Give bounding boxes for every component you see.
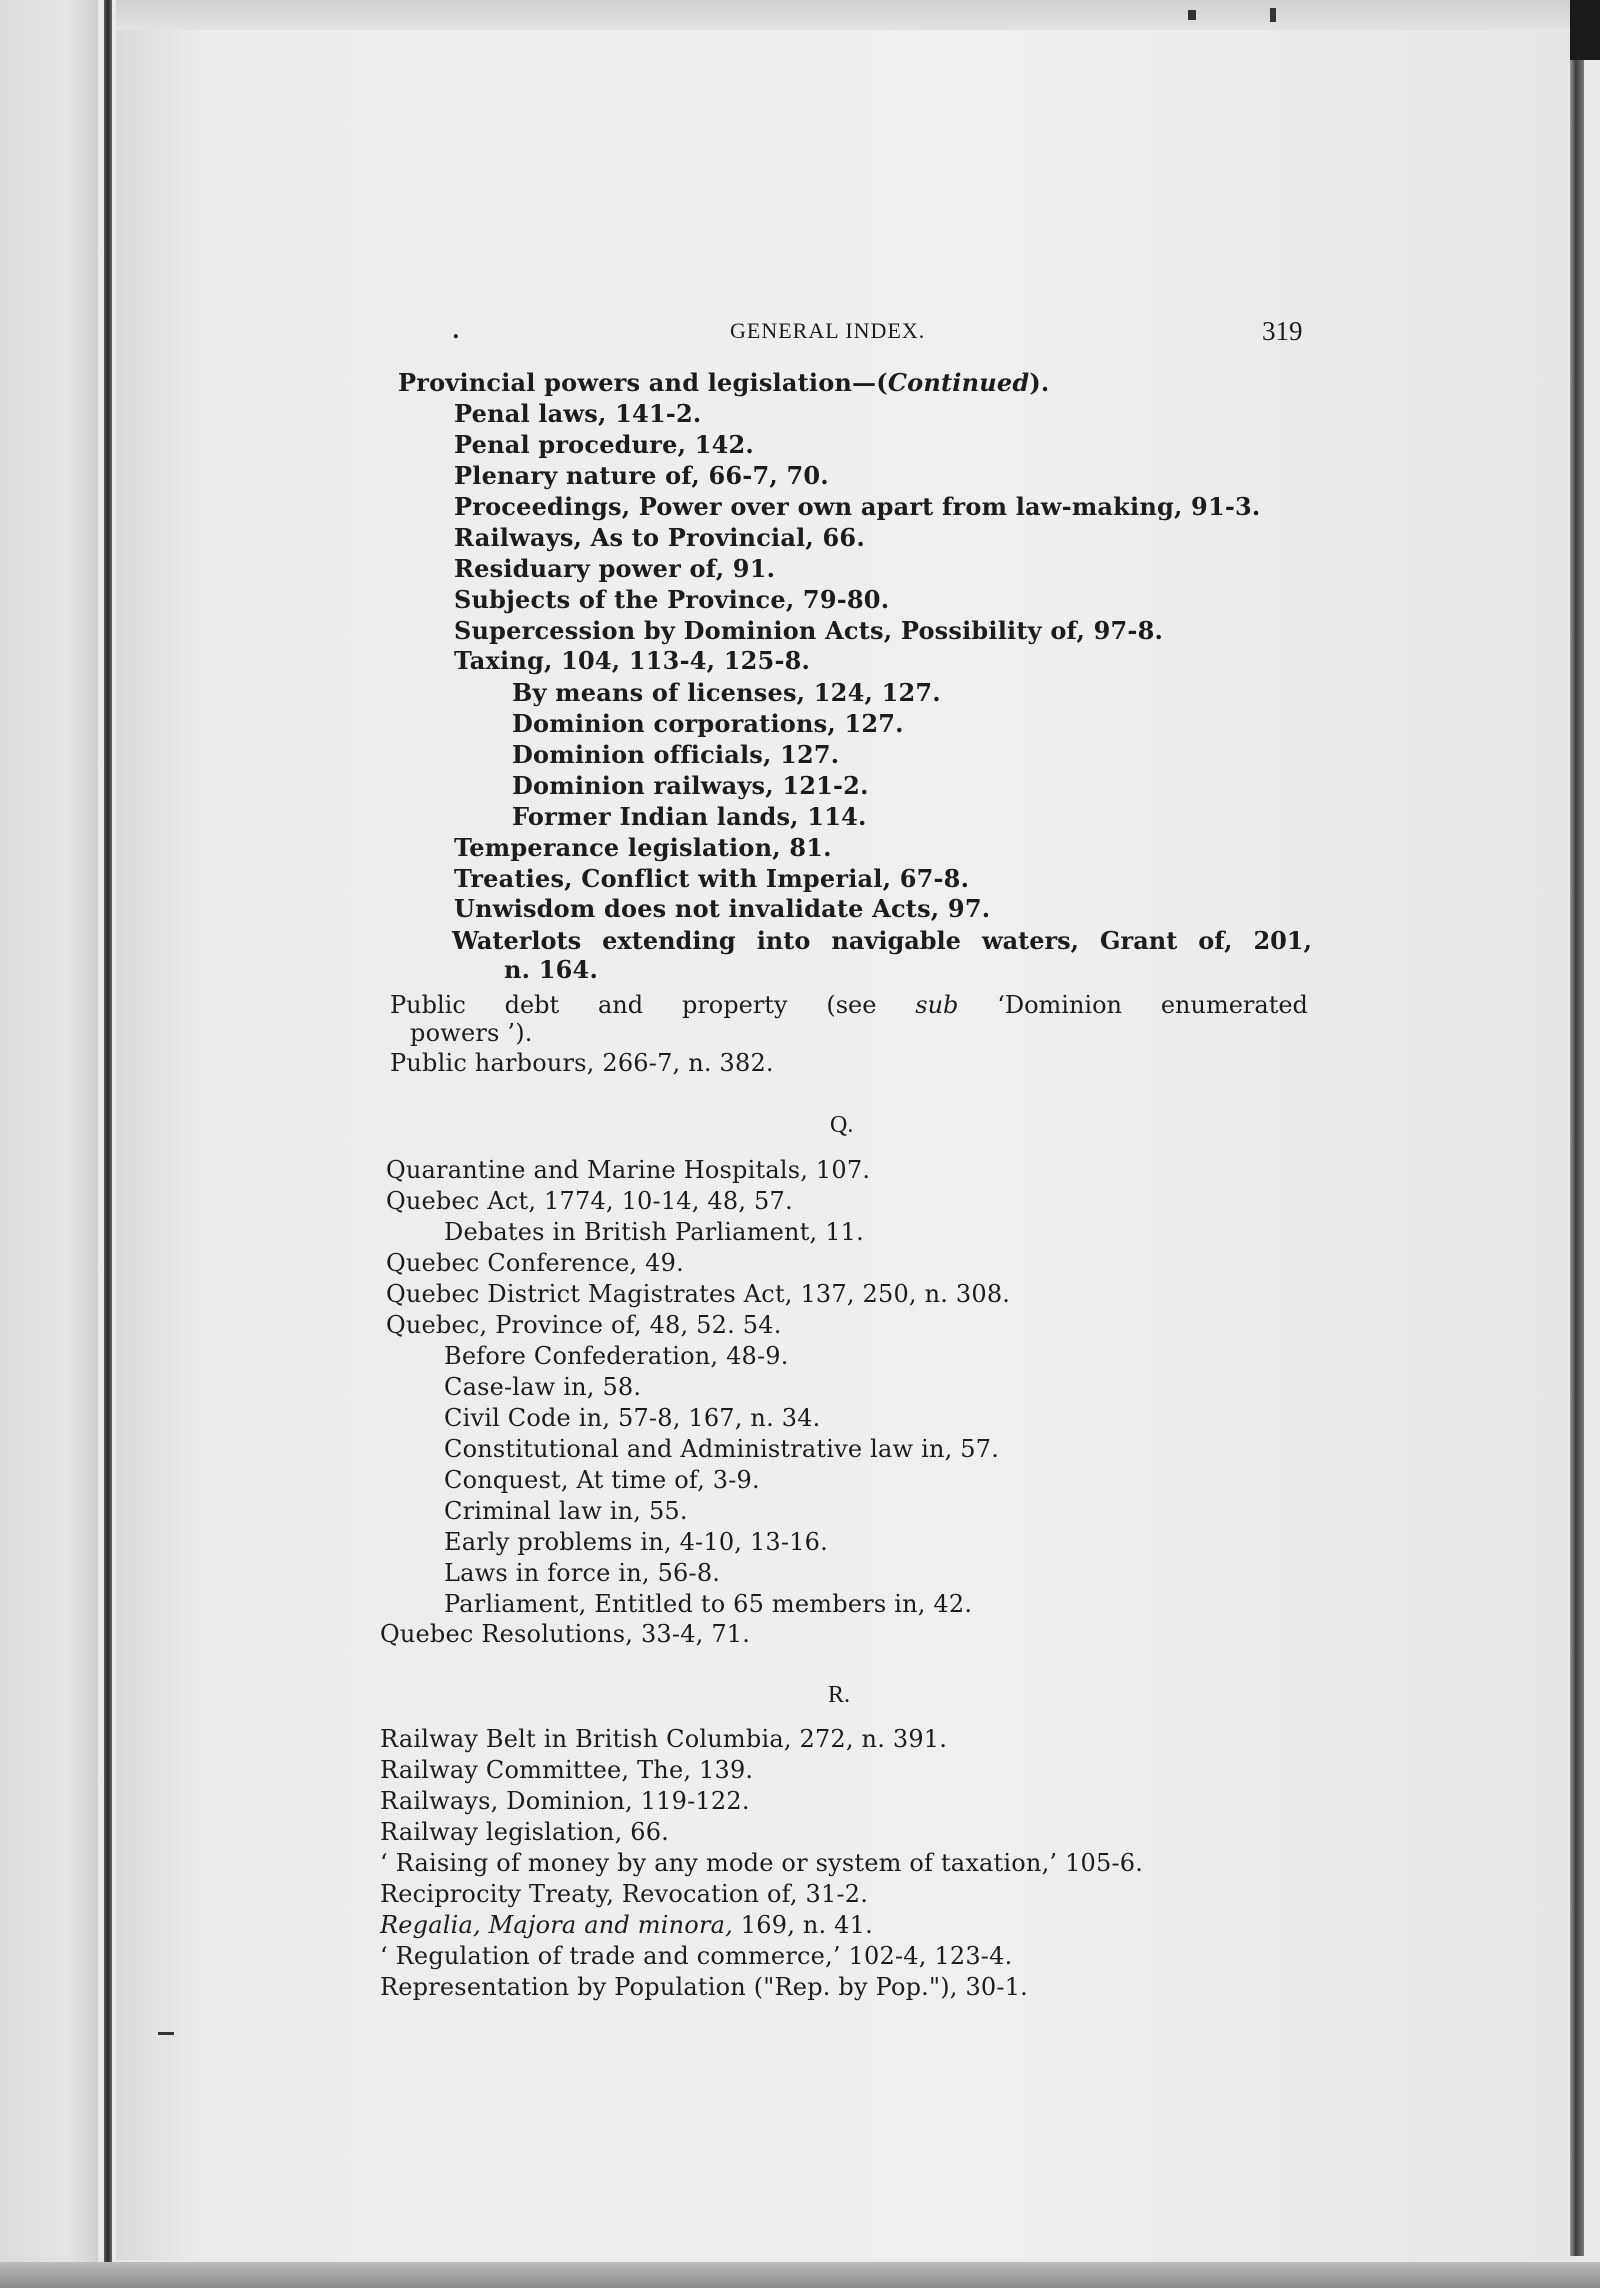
- index-entry: Railways, Dominion, 119-122.: [380, 1787, 750, 1815]
- index-entry: ‘ Raising of money by any mode or system of taxation,’ 105-6.: [380, 1849, 1144, 1877]
- index-subentry: Constitutional and Administrative law in, 57.: [444, 1435, 1000, 1463]
- index-subsubentry: Dominion corporations, 127.: [512, 709, 904, 738]
- index-subentry: Unwisdom does not invalidate Acts, 97.: [454, 894, 991, 923]
- index-entry: [380, 1910, 873, 1940]
- index-subsubentry: Dominion officials, 127.: [512, 740, 840, 769]
- section-letter-q: Q.: [830, 1112, 854, 1138]
- index-subsubentry: By means of licenses, 124, 127.: [512, 678, 941, 707]
- index-subentry: Before Confederation, 48-9.: [444, 1342, 789, 1370]
- index-entry: Quebec District Magistrates Act, 137, 250, n. 308.: [386, 1280, 1011, 1308]
- index-subentry: Temperance legislation, 81.: [454, 833, 832, 862]
- word: into: [756, 926, 811, 955]
- entry-text: ).: [1029, 368, 1050, 397]
- word: (see: [826, 991, 877, 1019]
- index-entry-justified: [390, 990, 1308, 1020]
- word: navigable: [831, 926, 961, 955]
- index-subentry: Plenary nature of, 66-7, 70.: [454, 461, 829, 490]
- index-subentry: Taxing, 104, 113-4, 125-8.: [454, 646, 811, 675]
- index-entry-heading: [398, 368, 1049, 398]
- index-subentry: Debates in British Parliament, 11.: [444, 1218, 864, 1246]
- word: Public: [390, 991, 466, 1019]
- index-subentry-justified: [452, 926, 1312, 956]
- header-dot: .: [452, 318, 460, 344]
- index-entry: Public harbours, 266-7, n. 382.: [390, 1049, 774, 1077]
- index-entry: Representation by Population ("Rep. by Pop."), 30-1.: [380, 1973, 1029, 2001]
- entry-italic-text: Regalia, Majora and minora,: [380, 1911, 733, 1939]
- index-subentry: Early problems in, 4-10, 13-16.: [444, 1528, 828, 1556]
- word: Waterlots: [452, 926, 582, 955]
- index-entry: Railway legislation, 66.: [380, 1818, 669, 1846]
- index-subentry: Penal laws, 141-2.: [454, 399, 702, 428]
- word: waters,: [981, 926, 1080, 955]
- word-italic: sub: [915, 991, 959, 1019]
- index-subentry: Parliament, Entitled to 65 members in, 42.: [444, 1590, 973, 1618]
- index-subentry: Treaties, Conflict with Imperial, 67-8.: [454, 864, 970, 893]
- index-subentry: Subjects of the Province, 79-80.: [454, 585, 890, 614]
- index-subsubentry: Dominion railways, 121-2.: [512, 771, 869, 800]
- index-subentry: Supercession by Dominion Acts, Possibility of, 97-8.: [454, 616, 1164, 645]
- index-subentry: Residuary power of, 91.: [454, 554, 776, 583]
- running-header: GENERAL INDEX.: [730, 318, 926, 343]
- index-subentry: Penal procedure, 142.: [454, 430, 754, 459]
- word: ‘Dominion: [997, 991, 1123, 1019]
- index-entry: Quebec Conference, 49.: [386, 1249, 684, 1277]
- section-letter-r: R.: [828, 1682, 851, 1708]
- index-entry: Quebec Resolutions, 33-4, 71.: [380, 1620, 751, 1648]
- word: debt: [504, 991, 560, 1019]
- word: extending: [602, 926, 736, 955]
- index-subentry: Case-law in, 58.: [444, 1373, 642, 1401]
- index-entry: Railway Belt in British Columbia, 272, n. 391.: [380, 1725, 948, 1753]
- index-entry: Quebec Act, 1774, 10-14, 48, 57.: [386, 1187, 793, 1215]
- entry-text: 169, n. 41.: [732, 1911, 873, 1939]
- index-entry: Reciprocity Treaty, Revocation of, 31-2.: [380, 1880, 869, 1908]
- index-subentry: Conquest, At time of, 3-9.: [444, 1466, 760, 1494]
- index-subentry: Proceedings, Power over own apart from law-making, 91-3.: [454, 492, 1261, 521]
- word: of,: [1198, 926, 1233, 955]
- index-entry: Railway Committee, The, 139.: [380, 1756, 754, 1784]
- index-subentry: Railways, As to Provincial, 66.: [454, 523, 865, 552]
- entry-italic-text: Continued: [887, 368, 1030, 397]
- index-continuation: n. 164.: [504, 955, 599, 984]
- index-subentry: Civil Code in, 57-8, 167, n. 34.: [444, 1404, 821, 1432]
- index-continuation: powers ’).: [410, 1019, 533, 1047]
- page-number: 319: [1262, 316, 1303, 346]
- index-entry: Quarantine and Marine Hospitals, 107.: [386, 1156, 871, 1184]
- word: property: [681, 991, 788, 1019]
- index-subentry: Criminal law in, 55.: [444, 1497, 688, 1525]
- index-subsubentry: Former Indian lands, 114.: [512, 802, 867, 831]
- index-entry: ‘ Regulation of trade and commerce,’ 102-4, 123-4.: [380, 1942, 1013, 1970]
- index-entry: Quebec, Province of, 48, 52. 54.: [386, 1311, 782, 1339]
- word: enumerated: [1160, 991, 1308, 1019]
- index-subentry: Laws in force in, 56-8.: [444, 1559, 721, 1587]
- entry-text: Provincial powers and legislation—(: [398, 368, 888, 397]
- word: and: [598, 991, 644, 1019]
- word: 201,: [1253, 926, 1312, 955]
- word: Grant: [1100, 926, 1178, 955]
